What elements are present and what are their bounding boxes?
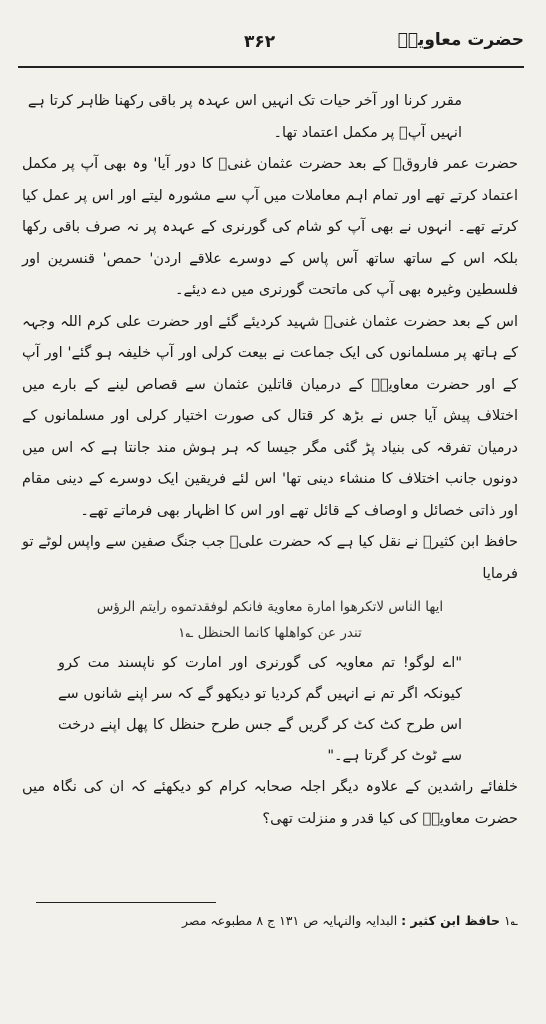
paragraph-2: حضرت عمر فاروقؓ کے بعد حضرت عثمان غنیؓ کا دور آیا' وہ بھی آپ پر مکمل اعتماد کرتے تھے اور تمام اہم معاملات میں آپ سے مشورہ لیتے اور اس پر عمل کیا کرتے تھے۔ انہوں نے بھی آپ کو شام کی گورنری کے عہدہ پر نہ صرف باقی رکھا بلکہ اس کے ساتھ ساتھ آس پاس کے دوسرے علاقے اردن' حمص' قنسرین اور فلسطین وغیرہ بھی آپ کی ماتحت گورنری میں دے دیئے۔ — [22, 156, 518, 298]
urdu-translation-quote: "اے لوگو! تم معاویہ کی گورنری اور امارت کو ناپسند مت کرو کیونکہ اگر تم نے انہیں گم کردیا تو دیکھو گے کہ سر اپنے شانوں سے اس طرح کٹ کٹ کر گریں گے جس طرح حنظل کا پھل اپنے درخت سے ٹوٹ کر گرتا ہے۔" — [58, 655, 462, 764]
paragraph-1-line-2: انہیں آپؓ پر مکمل اعتماد تھا۔ — [273, 124, 462, 141]
closing-paragraph: خلفائے راشدین کے علاوہ دیگر اجلہ صحابہ کرام کو دیکھئے کہ ان کی نگاہ میں حضرت معاویہؓ کی کیا قدر و منزلت تھی؟ — [22, 779, 518, 827]
footnote-rule — [36, 902, 216, 903]
paragraph-3: اس کے بعد حضرت عثمان غنیؓ شہید کردیئے گئے اور حضرت علی کرم اللہ وجہہ کے ہاتھ پر مسلمانوں کی ایک جماعت نے بیعت کرلی اور آپ خلیفہ ہو گئے' اور آپ کے اور حضرت معاویہؓ کے درمیان قاتلین عثمان سے قصاص لینے کے بارے میں اختلاف پیش آیا جس نے بڑھ کر قتال کی صورت اختیار کرلی اور مسلمانوں کے درمیان تفرقہ کی بنیاد پڑ گئی مگر جیسا کہ ہر ہوش مند جانتا ہے کہ اس میں دونوں جانب اختلاف کا منشاء دینی تھا' اس لئے فریقین ایک دوسرے کے دینی مقام اور ذاتی خصائل و اوصاف کے قائل تھے اور اس کا اظہار بھی فرماتے تھے۔ — [22, 313, 518, 519]
arabic-quote — [22, 594, 518, 646]
footnote-text: البدایہ والنہایہ ص ۱۳۱ ج ۸ مطبوعہ مصر — [181, 913, 398, 928]
footnote-marker: ؎۱ — [503, 913, 518, 928]
page-number: ۳۶۲ — [244, 32, 276, 52]
arabic-quote-line-1: ایها الناس لاتکرهوا امارة معاویة فانکم لوفقدتموه رایتم الرؤس — [96, 599, 444, 615]
header-rule — [18, 66, 524, 68]
paragraph-1-line-1: مقرر کرنا اور آخر حیات تک انہیں اس عہدہ پر باقی رکھنا ظاہر کرتا ہے — [27, 93, 462, 109]
arabic-quote-line-2: تندر عن کواهلها کانما الحنظل ؎۱ — [178, 625, 362, 641]
running-title: حضرت معاویہؓ — [397, 30, 524, 50]
footnote-source: حافظ ابن کثیر : — [401, 913, 500, 928]
footnote — [36, 910, 518, 932]
page-header — [18, 30, 524, 64]
paragraph-4: حافظ ابن کثیرؒ نے نقل کیا ہے کہ حضرت علیؓ جب جنگ صفین سے واپس لوٹے تو فرمایا — [22, 534, 518, 582]
page-body — [22, 86, 518, 835]
